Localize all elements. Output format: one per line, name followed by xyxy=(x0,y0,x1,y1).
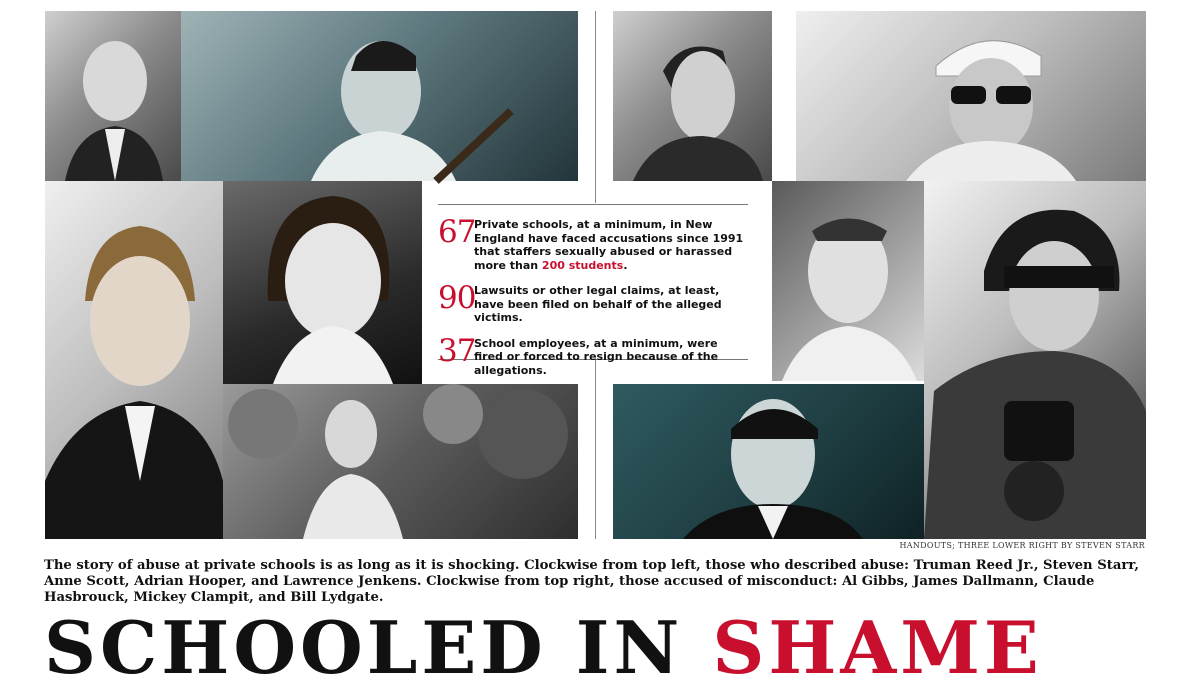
stat-text: Lawsuits or other legal claims, at least, have been filed on behalf of the alleged victims. xyxy=(474,284,722,324)
stat-item xyxy=(438,280,750,325)
stat-item xyxy=(438,214,750,272)
photo-steven-starr-child xyxy=(181,11,578,181)
photo-credit: HANDOUTS; THREE LOWER RIGHT BY STEVEN STARR xyxy=(899,541,1145,550)
stats-rule-top xyxy=(438,204,748,205)
photo-mickey-clampit xyxy=(613,384,924,539)
stat-number: 37 xyxy=(438,332,476,369)
stat-number: 90 xyxy=(438,280,476,316)
photo-truman-reed xyxy=(45,11,181,181)
photo-anne-scott xyxy=(223,181,422,384)
photo-caption: The story of abuse at private schools is as long as it is shocking. Clockwise from top left, those who described abuse: Truman Reed Jr., Steven Starr, Anne Scott, Adrian Hooper, and Lawrence Jenkens. Clockwise from top right, those accused of misconduct: Al Gibbs, James Dallmann, Claude Hasbrouck, Mickey Clampit, and Bill Lydgate. xyxy=(44,558,1139,605)
photo-steven-starr-adult xyxy=(924,181,1146,539)
stat-text: Private schools, at a minimum, in New England have faced accusations since 1991 that staffers sexually abused or harassed more than 200 students. xyxy=(474,218,744,272)
photo-lawrence-jenkens xyxy=(223,384,578,539)
stat-text: School employees, at a minimum, were fired or forced to resign because of the allegations. xyxy=(474,336,719,377)
photo-claude-hasbrouck xyxy=(772,181,924,381)
headline xyxy=(44,605,1154,690)
stats-block xyxy=(438,214,750,389)
photo-adrian-hooper xyxy=(45,181,223,539)
photo-james-dallmann xyxy=(796,11,1146,181)
photo-al-gibbs xyxy=(613,11,772,181)
stat-item xyxy=(438,332,750,378)
center-divider-top xyxy=(595,11,596,203)
stat-highlight: 200 students xyxy=(541,258,624,272)
stat-number: 67 xyxy=(438,214,476,250)
headline-part2: SHAME xyxy=(712,605,1043,690)
headline-part1: SCHOOLED IN xyxy=(44,605,713,690)
